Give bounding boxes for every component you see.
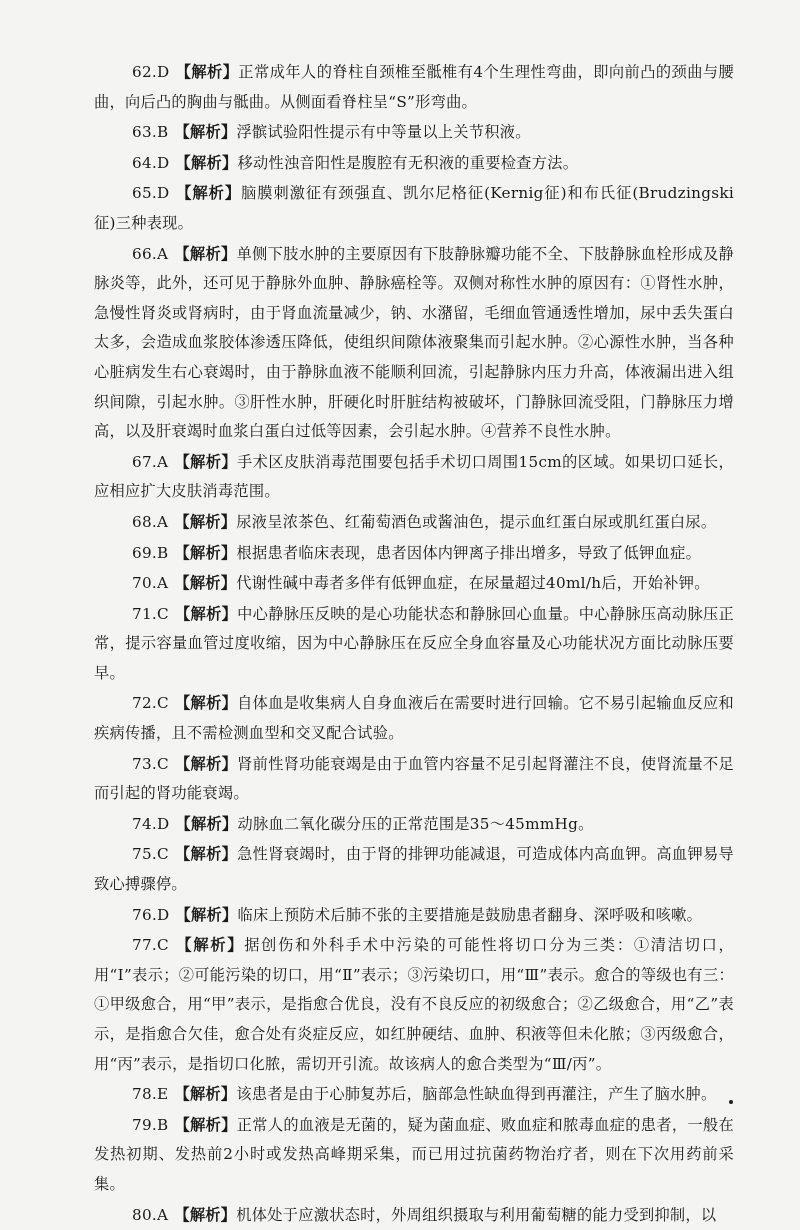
- analysis-tag: 【解析】: [174, 123, 237, 142]
- answer-entry: [94, 810, 734, 840]
- answer-number: 66.A: [132, 244, 169, 263]
- answer-entry: [94, 539, 734, 569]
- answer-entry: [94, 689, 734, 748]
- answer-number: 74.D: [132, 814, 170, 833]
- answer-number: 62.D: [132, 63, 170, 81]
- analysis-text: 该患者是由于心肺复苏后，脑部急性缺血得到再灌注，产生了脑水肿。: [236, 1085, 717, 1104]
- analysis-text: 根据患者临床表现，患者因体内钾离子排出增多，导致了低钾血症。: [236, 543, 702, 562]
- answer-number: 78.E: [132, 1085, 169, 1104]
- answer-number: 65.D: [132, 184, 170, 203]
- answer-entry: [94, 840, 734, 899]
- analysis-tag: 【解析】: [175, 153, 238, 172]
- analysis-tag: 【解析】: [174, 1115, 237, 1134]
- answer-entry: [94, 149, 734, 179]
- analysis-text: 脑膜刺激征有颈强直、凯尔尼格征(Kernig征)和布氏征(Brudzingski征)三种表现。: [94, 184, 734, 232]
- analysis-text: 尿液呈浓茶色、红葡萄酒色或酱油色，提示血红蛋白尿或肌红蛋白尿。: [236, 512, 717, 531]
- analysis-text: 自体血是收集病人自身血液后在需要时进行回输。它不易引起输血反应和疾病传播，且不需检测血型和交叉配合试验。: [94, 694, 734, 743]
- answer-entry: [94, 58, 734, 117]
- answer-entry: [94, 901, 734, 931]
- answer-entry: [94, 569, 734, 599]
- analysis-text: 机体处于应激状态时，外周组织摄取与利用葡萄糖的能力受到抑制，以: [236, 1205, 717, 1224]
- analysis-text: 单侧下肢水肿的主要原因有下肢静脉瓣功能不全、下肢静脉血栓形成及静脉炎等，此外，还可见于静脉外血肿、静脉癌栓等。双侧对称性水肿的原因有：①肾性水肿，急慢性肾炎或肾病时，由于肾血流量减少，钠、水潴留，毛细血管通透性增加，尿中丢失蛋白太多，会造成血浆胶体渗透压降低，使组织间隙体液聚集而引起水肿。②心源性水肿，当各种心脏病发生右心衰竭时，由于静脉血液不能顺利回流，引起静脉内压力升高，体液漏出进入组织间隙，引起水肿。③肝性水肿，肝硬化时肝脏结构被破坏，门静脉回流受阻，门静脉压力增高，以及肝衰竭时血浆白蛋白过低等因素，会引起水肿。④营养不良性水肿。: [94, 244, 734, 441]
- analysis-text: 代谢性碱中毒者多伴有低钾血症，在尿量超过40ml/h后，开始补钾。: [236, 574, 710, 593]
- analysis-text: 中心静脉压反映的是心功能状态和静脉回心血量。中心静脉压高动脉压正常，提示容量血管过度收缩，因为中心静脉压在反应全身血容量及心功能状况方面比动脉压要早。: [94, 604, 734, 682]
- answer-entry: [94, 1201, 734, 1230]
- answer-number: 71.C: [132, 604, 169, 623]
- analysis-text: 浮髌试验阳性提示有中等量以上关节积液。: [236, 123, 531, 142]
- answer-entry: [94, 1111, 734, 1200]
- answer-entry: [94, 1080, 734, 1110]
- analysis-text: 临床上预防术后肺不张的主要措施是鼓励患者翻身、深呼吸和咳嗽。: [237, 905, 703, 924]
- answer-number: 76.D: [132, 905, 170, 924]
- answer-number: 72.C: [132, 694, 169, 713]
- analysis-tag: 【解析】: [174, 452, 238, 471]
- analysis-tag: 【解析】: [174, 1205, 237, 1224]
- answer-number: 70.A: [132, 574, 169, 593]
- answer-number: 79.B: [132, 1115, 169, 1134]
- answer-number: 73.C: [132, 754, 169, 773]
- analysis-tag: 【解析】: [175, 63, 239, 81]
- analysis-tag: 【解析】: [174, 604, 238, 623]
- answer-number: 77.C: [132, 936, 169, 955]
- analysis-text: 正常成年人的脊柱自颈椎至骶椎有4个生理性弯曲，即向前凸的颈曲与腰曲，向后凸的胸曲与骶曲。从侧面看脊柱呈“S”形弯曲。: [94, 63, 735, 111]
- answer-number: 63.B: [132, 123, 169, 142]
- analysis-text: 动脉血二氧化碳分压的正常范围是35～45mmHg。: [237, 814, 594, 833]
- analysis-text: 移动性浊音阳性是腹腔有无积液的重要检查方法。: [237, 153, 579, 172]
- analysis-tag: 【解析】: [174, 512, 237, 531]
- answer-number: 80.A: [132, 1205, 169, 1224]
- answer-number: 69.B: [132, 543, 169, 562]
- answer-entry: [94, 600, 734, 689]
- analysis-text: 肾前性肾功能衰竭是由于血管内容量不足引起肾灌注不良，使肾流量不足而引起的肾功能衰竭。: [94, 754, 734, 803]
- analysis-tag: 【解析】: [174, 244, 237, 263]
- analysis-tag: 【解析】: [174, 936, 245, 955]
- answer-number: 67.A: [132, 452, 169, 471]
- answer-number: 75.C: [132, 845, 169, 864]
- answer-entry: [94, 508, 734, 538]
- answer-entry: [94, 750, 734, 809]
- analysis-tag: 【解析】: [174, 694, 238, 713]
- analysis-text: 据创伤和外科手术中污染的可能性将切口分为三类：①清洁切口，用“Ⅰ”表示；②可能污染的切口，用“Ⅱ”表示；③污染切口，用“Ⅲ”表示。愈合的等级也有三：①甲级愈合，用“甲”表示，是指愈合优良，没有不良反应的初级愈合；②乙级愈合，用“乙”表示，是指愈合欠佳，愈合处有炎症反应，如红肿硬结、血肿、积液等但未化脓；③丙级愈合，用“丙”表示，是指切口化脓，需切开引流。故该病人的愈合类型为“Ⅲ/丙”。: [94, 936, 735, 1073]
- analysis-tag: 【解析】: [174, 543, 237, 562]
- answer-entry: [94, 179, 734, 238]
- analysis-tag: 【解析】: [174, 1085, 237, 1104]
- analysis-tag: 【解析】: [175, 905, 238, 924]
- answer-entry: [94, 118, 734, 148]
- analysis-text: 手术区皮肤消毒范围要包括手术切口周围15cm的区域。如果切口延长，应相应扩大皮肤消毒范围。: [94, 452, 735, 501]
- answer-number: 68.A: [132, 512, 169, 531]
- analysis-text: 正常人的血液是无菌的，疑为菌血症、败血症和脓毒血症的患者，一般在发热初期、发热前2小时或发热高峰期采集，而已用过抗菌药物治疗者，则在下次用药前采集。: [94, 1115, 734, 1193]
- answer-entry: [94, 240, 734, 447]
- analysis-tag: 【解析】: [175, 814, 238, 833]
- analysis-tag: 【解析】: [174, 845, 238, 864]
- answer-list: [94, 58, 734, 1230]
- analysis-tag: 【解析】: [174, 574, 237, 593]
- answer-entry: [94, 931, 734, 1079]
- answer-entry: [94, 448, 734, 507]
- page-mark: [729, 1100, 733, 1104]
- analysis-tag: 【解析】: [174, 754, 238, 773]
- analysis-text: 急性肾衰竭时，由于肾的排钾功能减退，可造成体内高血钾。高血钾易导致心搏骤停。: [94, 845, 734, 894]
- answer-number: 64.D: [132, 153, 170, 172]
- analysis-tag: 【解析】: [175, 184, 242, 203]
